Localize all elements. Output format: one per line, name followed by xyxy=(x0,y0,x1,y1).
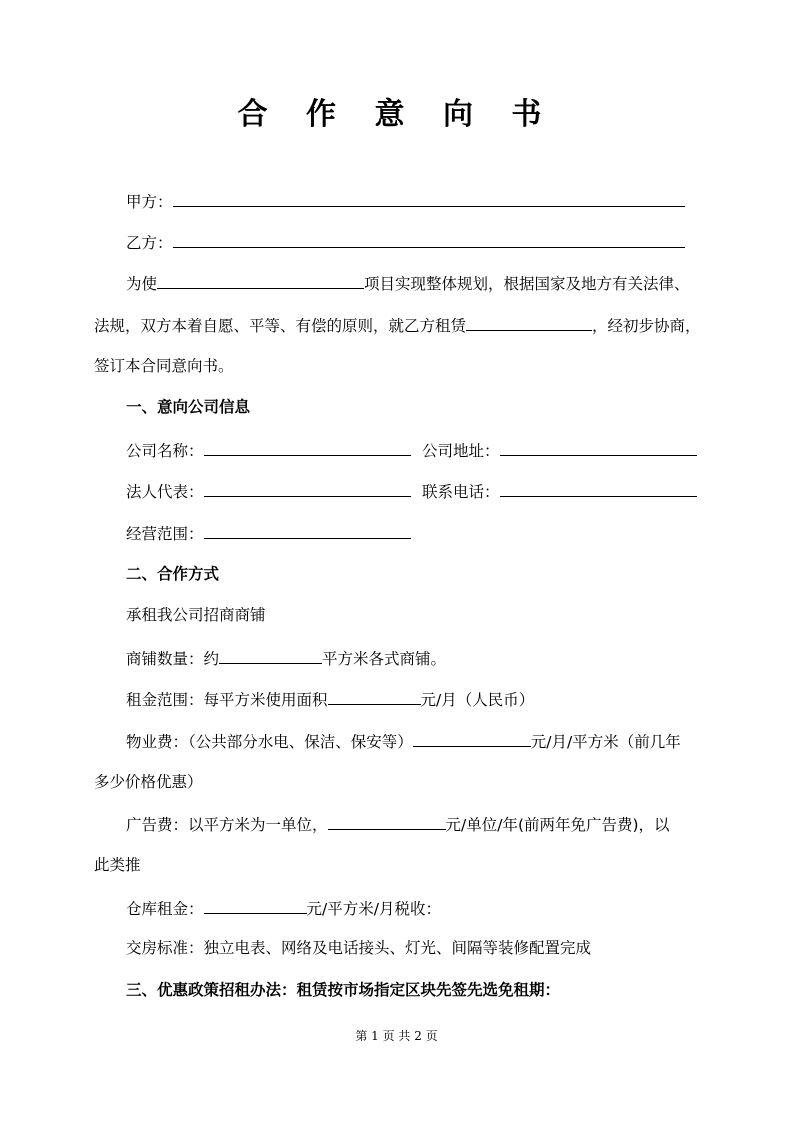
legal-rep-label: 法人代表： xyxy=(126,483,204,501)
property-fee-line-2: 多少价格优惠） xyxy=(94,773,203,791)
intro-text: 项目实现整体规划，根据国家及地方有关法律、 xyxy=(364,275,690,293)
property-fee-blank xyxy=(413,730,531,747)
intro-line-2 xyxy=(94,314,701,336)
business-scope-line xyxy=(126,522,411,544)
section1-heading: 一、意向公司信息 xyxy=(126,398,251,416)
party-b-blank xyxy=(173,231,685,248)
intro-text: ，经初步协商， xyxy=(592,317,701,335)
shop-count-label: 商铺数量：约 xyxy=(126,650,220,668)
company-address-label: 公司地址： xyxy=(422,442,500,460)
rent-label: 租金范围：每平方米使用面积 xyxy=(126,691,328,709)
property-fee-unit: 元/月/平方米（前几年 xyxy=(530,733,681,751)
ad-fee-unit: 元/单位/年(前两年免广告费)，以 xyxy=(445,816,670,834)
page-footer: 第 1 页 共 2 页 xyxy=(355,1029,438,1043)
project-blank xyxy=(157,272,364,289)
business-scope-label: 经营范围： xyxy=(126,525,204,543)
company-name-label: 公司名称： xyxy=(126,442,204,460)
intro-line-1 xyxy=(126,272,690,294)
property-fee-line xyxy=(126,730,681,752)
rent-unit: 元/月（人民币） xyxy=(420,691,535,709)
section2-heading: 二、合作方式 xyxy=(126,565,220,583)
section3-heading: 三、优惠政策招租办法：租赁按市场指定区块先签先选免租期： xyxy=(126,981,561,999)
lease-line: 承租我公司招商商铺 xyxy=(126,606,266,624)
warehouse-line xyxy=(126,897,441,919)
phone-line xyxy=(422,480,697,502)
ad-fee-line xyxy=(126,813,670,835)
document-title: 合 作 意 向 书 xyxy=(237,97,556,132)
company-name-blank xyxy=(204,439,411,456)
rent-line xyxy=(126,688,534,710)
lease-item-blank xyxy=(466,314,592,331)
legal-rep-line xyxy=(126,480,411,502)
party-b-label: 乙方： xyxy=(126,234,173,252)
shop-count-line xyxy=(126,647,446,669)
property-fee-label: 物业费：（公共部分水电、保洁、保安等） xyxy=(126,733,413,751)
company-address-blank xyxy=(500,439,697,456)
company-name-line xyxy=(126,439,411,461)
party-a-line xyxy=(126,190,685,212)
party-a-label: 甲方： xyxy=(126,193,173,211)
company-address-line xyxy=(422,439,697,461)
intro-line-3: 签订本合同意向书。 xyxy=(94,357,234,375)
party-a-blank xyxy=(173,190,685,207)
phone-label: 联系电话： xyxy=(422,483,500,501)
business-scope-blank xyxy=(204,522,411,539)
warehouse-label: 仓库租金： xyxy=(126,900,204,918)
shop-count-unit: 平方米各式商铺。 xyxy=(322,650,447,668)
party-b-line xyxy=(126,231,685,253)
warehouse-blank xyxy=(204,897,307,914)
ad-fee-line-2: 此类推 xyxy=(94,856,141,874)
rent-blank xyxy=(328,688,421,705)
warehouse-unit: 元/平方米/月税收： xyxy=(306,900,441,918)
ad-fee-label: 广告费：以平方米为一单位， xyxy=(126,816,328,834)
delivery-standard-line: 交房标准：独立电表、网络及电话接头、灯光、间隔等装修配置完成 xyxy=(126,939,592,957)
phone-blank xyxy=(500,480,697,497)
intro-text: 为使 xyxy=(126,275,158,293)
ad-fee-blank xyxy=(328,813,446,830)
intro-text: 法规，双方本着自愿、平等、有偿的原则，就乙方租赁 xyxy=(94,317,467,335)
legal-rep-blank xyxy=(204,480,411,497)
shop-count-blank xyxy=(219,647,322,664)
